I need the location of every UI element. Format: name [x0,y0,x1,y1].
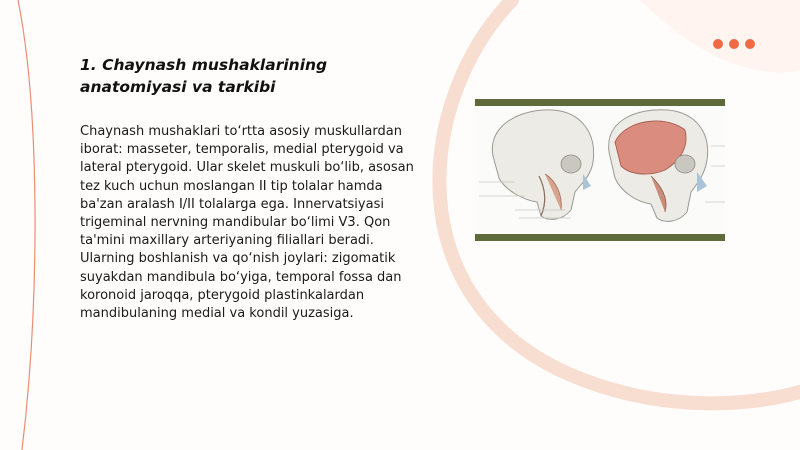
slide-title: 1. Chaynash mushaklarining anatomiyasi va tarkibi [80,56,328,96]
dot-icon [729,39,739,49]
skull-drawings [475,106,725,234]
dot-icon [745,39,755,49]
slide-body-text: Chaynash mushaklari to‘rtta asosiy muskullardan iborat: masseter, temporalis, medial pterygoid va lateral pterygoid. Ular skelet muskuli bo‘lib, asosan tez kuch uchun moslangan II tip tolalar hamda ba'zan aralash I/II tolalarga ega. Innervatsiyasi trigeminal nervning mandibular bo‘limi V3. Qon ta'mini maxillary arteriyaning filiallari beradi. Ularning boshlanish va qo‘nish joylari: zigomatik suyakdan mandibula bo‘yiga, temporal fossa dan koronoid jaroqqa, pterygoid plastinkalardan mandibulaning medial va kondil yuzasiga. [80,124,414,322]
dot-icon [713,39,723,49]
skull-muscle-illustration [475,99,725,241]
three-dots-icon [713,39,755,49]
